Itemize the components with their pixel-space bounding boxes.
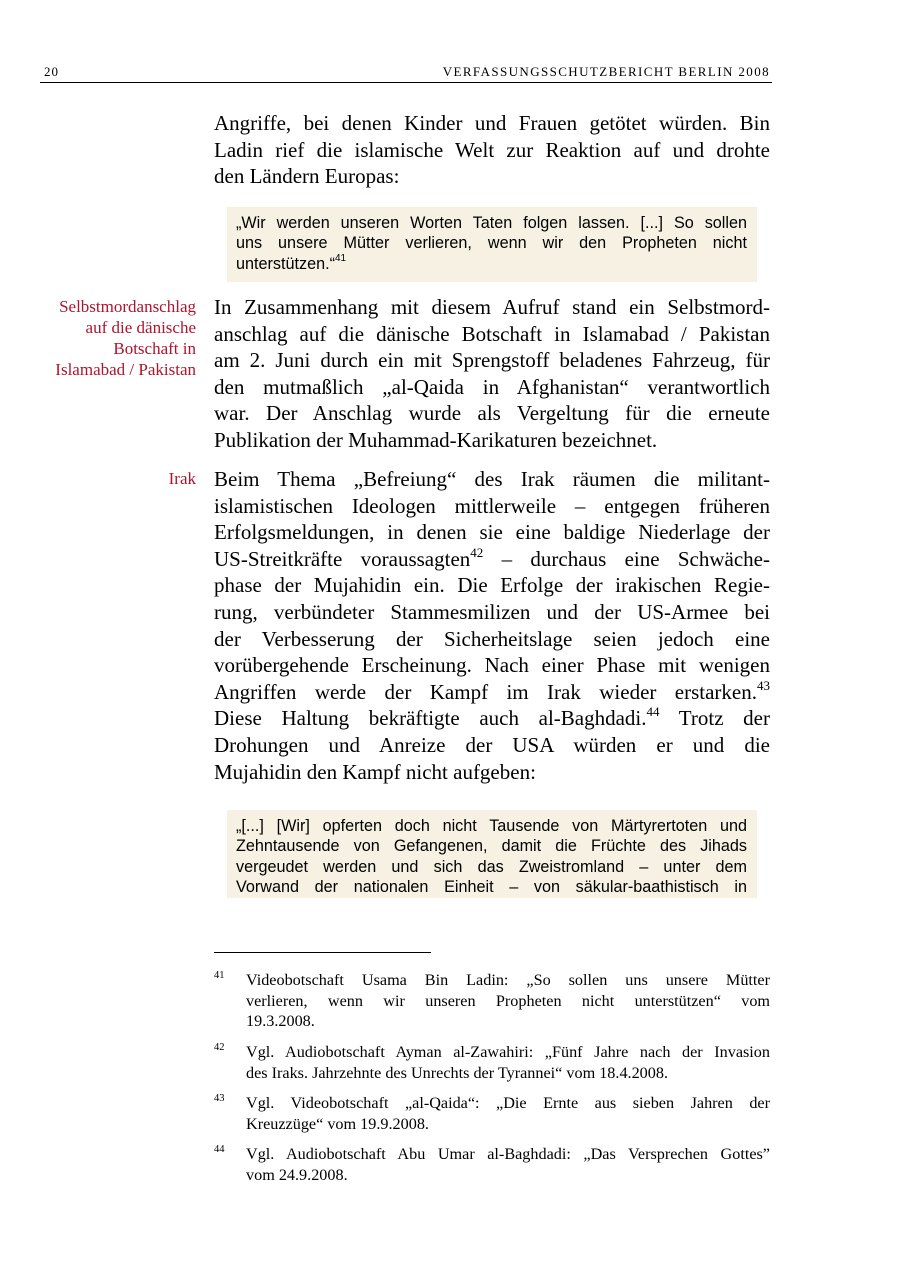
text-line: am 2. Juni durch ein mit Sprengstoff beladenes Fahrzeug, für — [214, 348, 770, 373]
text-line: rung, verbündeter Stammesmilizen und der US-Armee bei — [214, 599, 770, 624]
quote-line: „Wir werden unseren Worten Taten folgen lassen. [...] So sollen — [236, 214, 747, 232]
text-line: Beim Thema „Befreiung“ des Irak räumen die militant- — [214, 467, 770, 491]
text-line: islamistischen Ideologen mittlerweile – entgegen früheren — [214, 493, 770, 518]
text-line — [214, 679, 770, 706]
margin-note-line: Selbstmordanschlag — [59, 297, 196, 316]
text-line: Angriffe, bei denen Kinder und Frauen getötet würden. Bin — [214, 111, 770, 135]
text-line: anschlag auf die dänische Botschaft in Islamabad / Pakistan — [214, 321, 770, 346]
intro-paragraph — [214, 110, 770, 190]
attack-paragraph — [214, 294, 770, 454]
footnote-number: 42 — [214, 1042, 225, 1053]
footnote-line: verlieren, wenn wir unseren Propheten nicht unterstützen“ vom — [246, 991, 770, 1010]
footnote-text — [246, 1144, 770, 1185]
footnote-number: 41 — [214, 970, 225, 981]
quote-line — [236, 254, 747, 274]
footnote-line: Vgl. Videobotschaft „al-Qaida“: „Die Ernte aus sieben Jahren der — [246, 1094, 770, 1112]
footnote-ref-43: 43 — [757, 677, 770, 693]
footnote-number: 44 — [214, 1144, 225, 1155]
text-line: vorübergehende Erscheinung. Nach einer Phase mit wenigen — [214, 653, 770, 678]
footnote-separator — [214, 952, 431, 953]
margin-note-line: Islamabad / Pakistan — [55, 360, 196, 379]
footnote-line: Vgl. Audiobotschaft Ayman al-Zawahiri: „Fünf Jahre nach der Invasion — [246, 1043, 770, 1061]
text-line: der Verbesserung der Sicherheitslage seien jedoch eine — [214, 626, 770, 651]
text-line: den Ländern Europas: — [214, 164, 400, 189]
footnote-line: Videobotschaft Usama Bin Ladin: „So sollen uns unsere Mütter — [246, 971, 770, 989]
footnote-number: 43 — [214, 1093, 225, 1104]
footnote-line: vom 24.9.2008. — [246, 1165, 348, 1184]
footnote-line: des Iraks. Jahrzehnte des Unrechts der Tyrannei“ vom 18.4.2008. — [246, 1063, 669, 1082]
quote-box-baghdadi — [227, 810, 757, 898]
text-line: Ladin rief die islamische Welt zur Reaktion auf und drohte — [214, 137, 770, 162]
footnote-line: 19.3.2008. — [246, 1012, 315, 1030]
text-line: war. Der Anschlag wurde als Vergeltung für die erneute — [214, 401, 770, 426]
text-line: Erfolgsmeldungen, in denen sie eine baldige Niederlage der — [214, 520, 770, 545]
text-line — [214, 546, 770, 573]
text-line — [214, 705, 770, 732]
text-segment: US-Streitkräfte voraussagten — [214, 546, 471, 571]
footnote-text — [246, 970, 770, 1032]
margin-note-line: auf die dänische — [85, 318, 196, 337]
footnote-ref-44: 44 — [646, 704, 660, 720]
text-line: Mujahidin den Kampf nicht aufgeben: — [214, 759, 536, 784]
margin-note-attack — [55, 296, 196, 380]
text-line: Publikation der Muhammad-Karikaturen bezeichnet. — [214, 427, 658, 452]
text-line: phase der Mujahidin ein. Die Erfolge der irakischen Regie- — [214, 573, 770, 598]
text-line: Drohungen und Anreize der USA würden er und die — [214, 732, 770, 757]
quote-line: Zehntausende von Gefangenen, damit die Früchte des Jihads — [236, 837, 747, 856]
running-title: VERFASSUNGSSCHUTZBERICHT BERLIN 2008 — [442, 64, 770, 79]
footnote-line: Kreuzzüge“ vom 19.9.2008. — [246, 1114, 429, 1133]
text-segment: Trotz der — [659, 706, 770, 731]
text-segment: Diese Haltung bekräftigte auch al-Baghdadi. — [214, 706, 647, 731]
margin-note-irak: Irak — [168, 469, 196, 488]
quote-box-bin-ladin — [227, 207, 757, 282]
text-segment: – durchaus eine Schwäche- — [483, 546, 770, 571]
footnote-line: Vgl. Audiobotschaft Abu Umar al-Baghdadi: „Das Versprechen Gottes” — [246, 1145, 770, 1163]
margin-note-line: Botschaft in — [113, 339, 196, 358]
text-segment: Angriffen werde der Kampf im Irak wieder erstarken. — [214, 679, 757, 704]
footnote-text — [246, 1042, 770, 1083]
footnote-ref-41: 41 — [334, 253, 347, 265]
footnote-text — [246, 1093, 770, 1134]
text-line: den mutmaßlich „al-Qaida in Afghanistan“ verantwortlich — [214, 374, 770, 399]
irak-paragraph — [214, 466, 770, 785]
quote-line: „[...] [Wir] opferten doch nicht Tausende von Märtyrertoten und — [236, 817, 747, 835]
text-line: In Zusammenhang mit diesem Aufruf stand ein Selbstmord- — [214, 295, 770, 319]
footnote-ref-42: 42 — [470, 544, 484, 560]
quote-line: vergeudet werden und sich das Zweistromland – unter dem — [236, 857, 747, 876]
page-number: 20 — [44, 64, 59, 79]
quote-text: unterstützen.“ — [236, 254, 335, 273]
quote-line: uns unsere Mütter verlieren, wenn wir den Propheten nicht — [236, 234, 747, 253]
quote-line: Vorwand der nationalen Einheit – von säkular-baathistisch in — [236, 878, 747, 897]
page-header — [40, 64, 772, 83]
